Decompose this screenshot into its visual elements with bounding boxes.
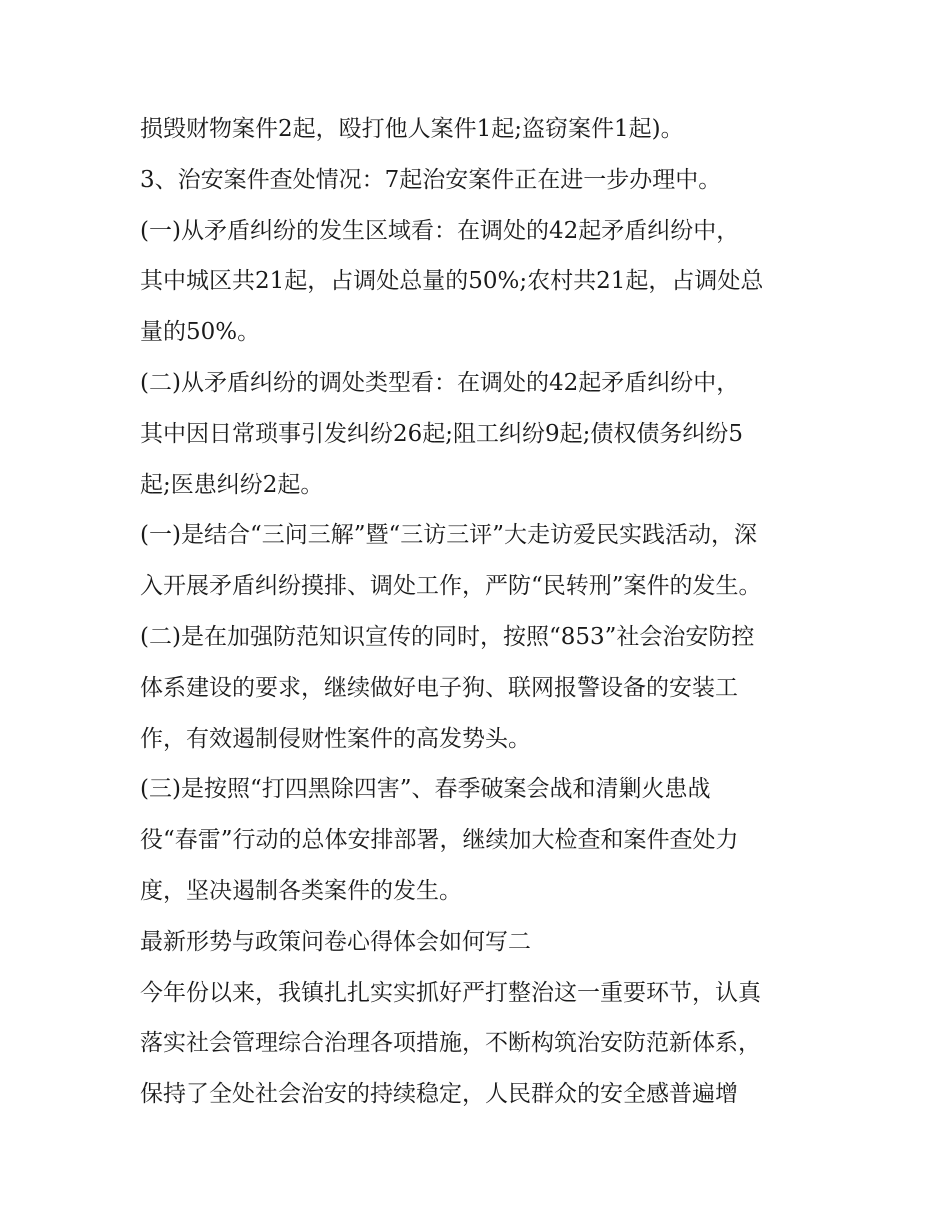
- text-line: (二)从矛盾纠纷的调处类型看：在调处的42起矛盾纠纷中，: [140, 369, 740, 396]
- text-line: (一)是结合“三问三解”暨“三访三评”大走访爱民实践活动，深: [140, 522, 757, 549]
- text-line: 量的50%。: [140, 319, 261, 346]
- text-line: (二)是在加强防范知识宣传的同时，按照“853”社会治安防控: [140, 623, 755, 650]
- text-line: (一)从矛盾纠纷的发生区域看：在调处的42起矛盾纠纷中，: [140, 217, 740, 244]
- section-heading: 最新形势与政策问卷心得体会如何写二: [140, 928, 531, 955]
- text-line: 其中城区共21起，占调处总量的50%;农村共21起，占调处总: [140, 268, 764, 295]
- text-line: 体系建设的要求，继续做好电子狗、联网报警设备的安装工: [140, 674, 738, 701]
- text-line: 入开展矛盾纠纷摸排、调处工作，严防“民转刑”案件的发生。: [140, 573, 762, 600]
- text-line: 3、治安案件查处情况：7起治安案件正在进一步办理中。: [140, 166, 722, 193]
- text-line: 作，有效遏制侵财性案件的高发势头。: [140, 725, 531, 752]
- text-line: 起;医患纠纷2起。: [140, 471, 324, 498]
- text-line: 度，坚决遏制各类案件的发生。: [140, 877, 462, 904]
- text-line: 落实社会管理综合治理各项措施，不断构筑治安防范新体系，: [140, 1030, 761, 1057]
- document-body: [140, 104, 840, 1120]
- text-line: 其中因日常琐事引发纠纷26起;阻工纠纷9起;债权债务纠纷5: [140, 420, 744, 447]
- text-line: 今年份以来，我镇扎扎实实抓好严打整治这一重要环节，认真: [140, 979, 761, 1006]
- text-line: 损毁财物案件2起，殴打他人案件1起;盗窃案件1起)。: [140, 116, 684, 142]
- text-line: 役“春雷”行动的总体安排部署，继续加大检查和案件查处力: [140, 827, 739, 854]
- text-line: 保持了全处社会治安的持续稳定，人民群众的安全感普遍增: [140, 1081, 738, 1108]
- text-line: (三)是按照“打四黑除四害”、春季破案会战和清剿火患战: [140, 776, 711, 803]
